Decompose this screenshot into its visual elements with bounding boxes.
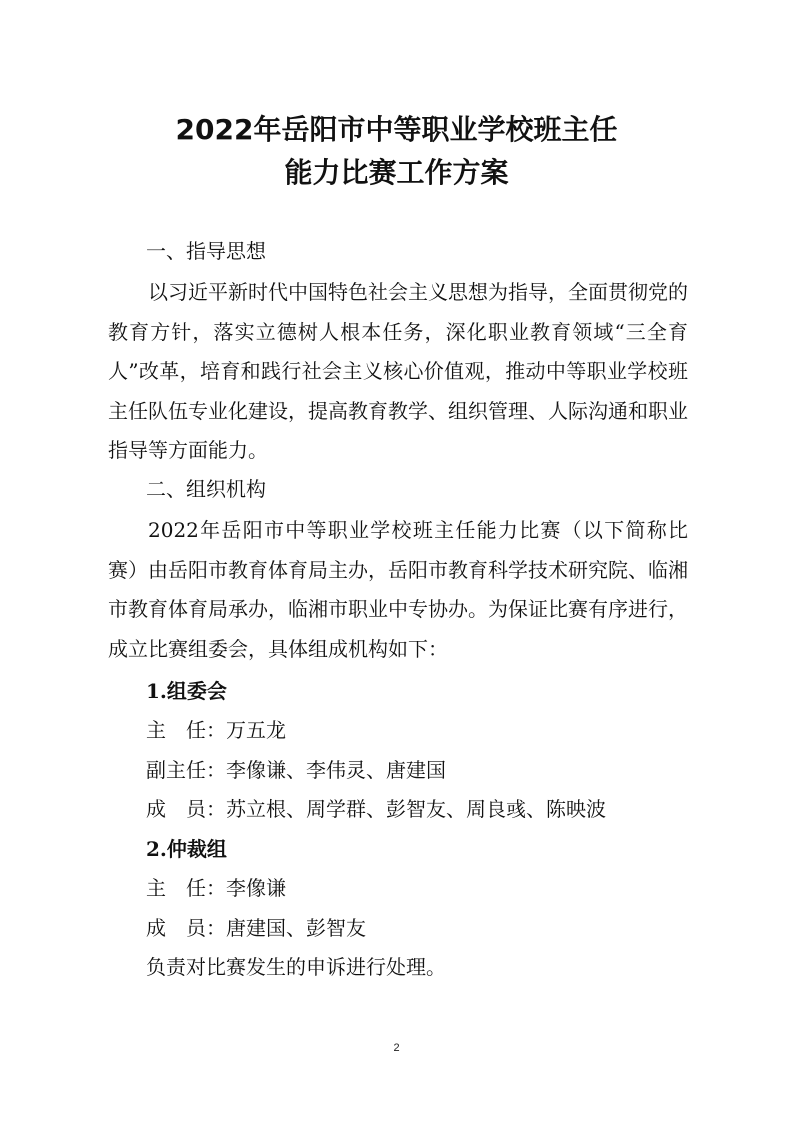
section1-paragraph: 以习近平新时代中国特色社会主义思想为指导，全面贯彻党的教育方针，落实立德树人根本任务，深化职业教育领域“三全育人”改革，培育和践行社会主义核心价值观，推动中等职业学校班主任队伍专业化建设，提高教育教学、组织管理、人际沟通和职业指导等方面能力。 xyxy=(108,280,688,462)
document-title-line1: 2022年岳阳市中等职业学校班主任 xyxy=(175,113,618,146)
document-title-line2: 能力比赛工作方案 xyxy=(284,156,509,189)
arbitration-heading: 2.仲裁组 xyxy=(146,837,227,861)
committee-members: 成 员：苏立根、周学群、彭智友、周良彧、陈映波 xyxy=(146,797,606,821)
committee-deputy-director: 副主任：李像谦、李伟灵、唐建国 xyxy=(146,758,446,782)
arbitration-members: 成 员：唐建国、彭智友 xyxy=(146,916,366,940)
committee-director: 主 任：万五龙 xyxy=(146,718,286,742)
committee-heading: 1.组委会 xyxy=(146,679,227,703)
arbitration-director: 主 任：李像谦 xyxy=(146,876,286,900)
section1-heading: 一、指导思想 xyxy=(146,239,266,263)
section2-heading: 二、组织机构 xyxy=(146,477,266,501)
arbitration-duty: 负责对比赛发生的申诉进行处理。 xyxy=(146,955,446,979)
section2-paragraph: 2022年岳阳市中等职业学校班主任能力比赛（以下简称比赛）由岳阳市教育体育局主办，岳阳市教育科学技术研究院、临湘市教育体育局承办，临湘市职业中专协办。为保证比赛有序进行，成立比赛组委会，具体组成机构如下： xyxy=(108,518,688,661)
page-number: 2 xyxy=(393,1042,400,1054)
